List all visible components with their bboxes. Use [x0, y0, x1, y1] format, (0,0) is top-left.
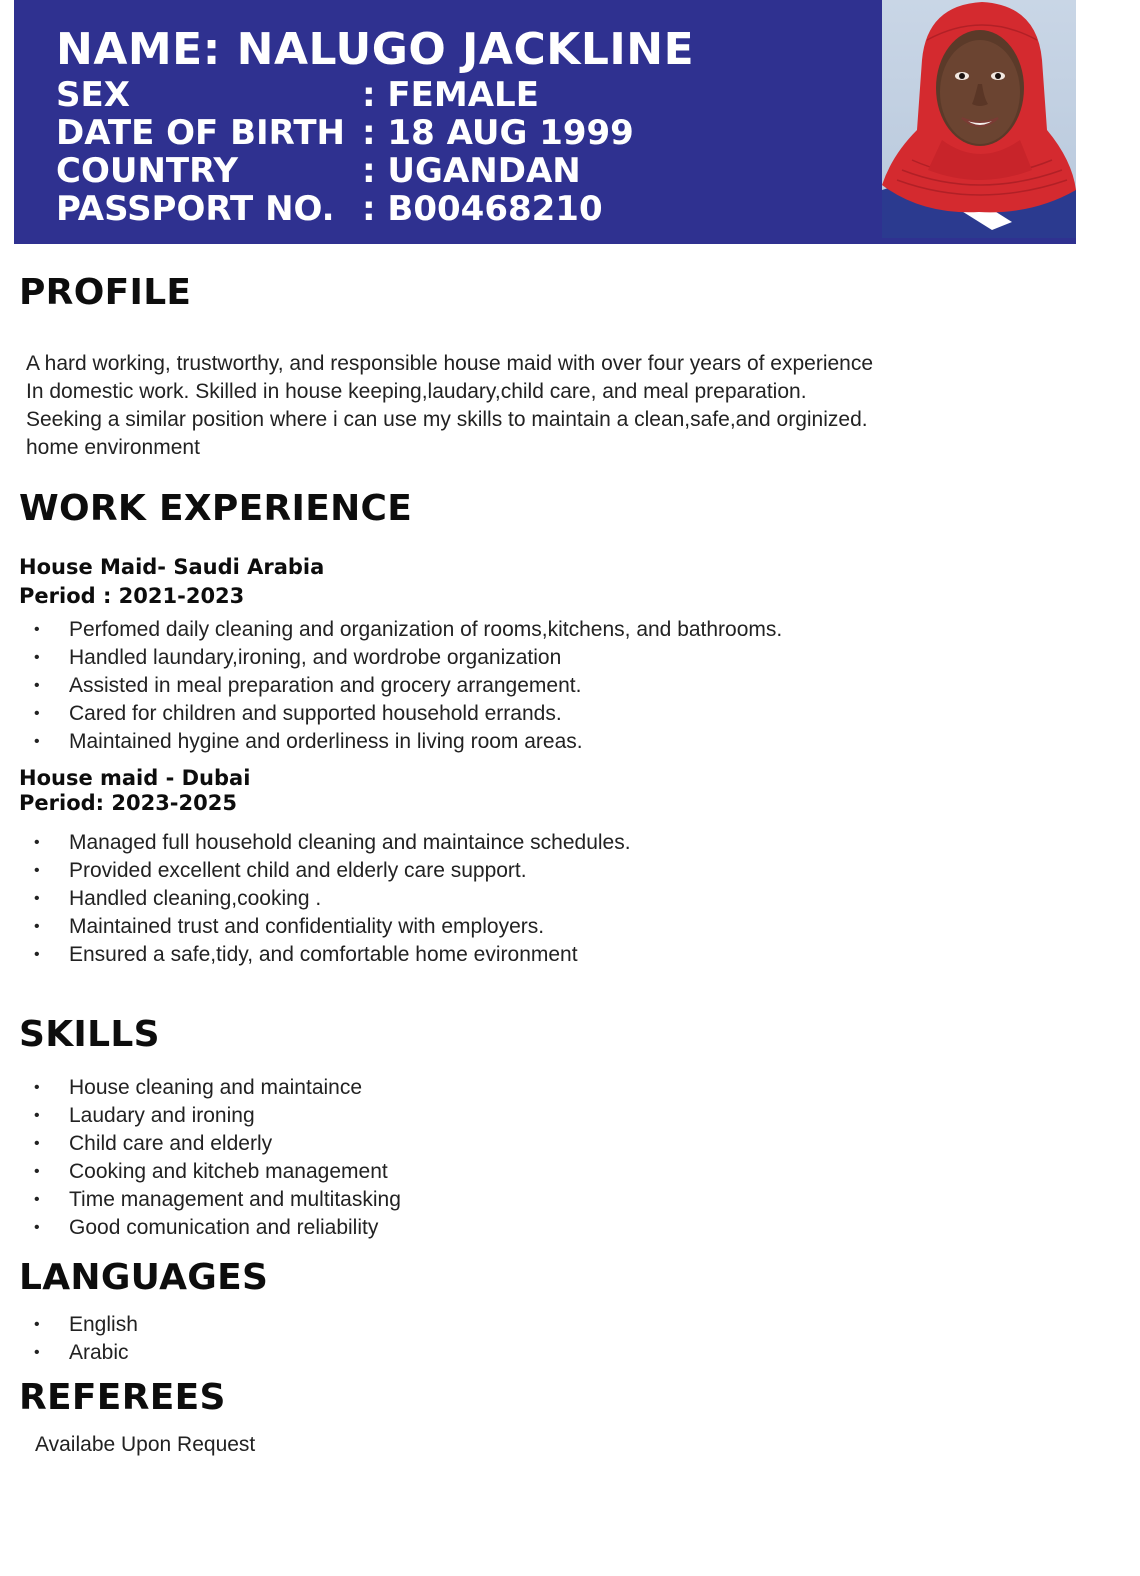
profile-line: home environment [26, 436, 200, 459]
job-period: Period : 2021-2023 [19, 584, 245, 608]
profile-line: A hard working, trustworthy, and responsible house maid with over four years of experience [26, 352, 874, 375]
list-item: • Arabic [0, 1339, 138, 1367]
detail-label: COUNTRY [56, 151, 239, 191]
list-item: • Provided excellent child and elderly care support. [0, 857, 631, 885]
job-duties-list [0, 616, 782, 756]
detail-row-dob [56, 114, 694, 152]
personal-details [56, 24, 694, 228]
job-title: House Maid- Saudi Arabia [19, 555, 325, 579]
header-banner [14, 0, 1076, 244]
list-item: • Assisted in meal preparation and grocery arrangement. [0, 672, 782, 700]
detail-label: SEX [56, 75, 130, 115]
detail-row-country [56, 152, 694, 190]
profile-line: In domestic work. Skilled in house keeping,laudary,child care, and meal preparation. [26, 380, 807, 403]
list-item: • Laudary and ironing [0, 1102, 401, 1130]
list-item: • Maintained trust and confidentiality with employers. [0, 913, 631, 941]
list-item: • Cooking and kitcheb management [0, 1158, 401, 1186]
languages-list [0, 1311, 138, 1367]
job-period: Period: 2023-2025 [19, 791, 237, 815]
profile-paragraph [26, 350, 946, 462]
detail-label: PASSPORT NO. [56, 189, 335, 229]
referees-heading: REFEREES [19, 1377, 226, 1418]
list-item: • Maintained hygine and orderliness in living room areas. [0, 728, 782, 756]
list-item: • Managed full household cleaning and maintaince schedules. [0, 829, 631, 857]
list-item: • Good comunication and reliability [0, 1214, 401, 1242]
detail-row-sex [56, 76, 694, 114]
list-item: • Cared for children and supported household errands. [0, 700, 782, 728]
referees-text: Availabe Upon Request [35, 1433, 256, 1456]
list-item: • Ensured a safe,tidy, and comfortable home evironment [0, 941, 631, 969]
list-item: • English [0, 1311, 138, 1339]
list-item: • Child care and elderly [0, 1130, 401, 1158]
detail-row-passport [56, 190, 694, 228]
job-title: House maid - Dubai [19, 766, 251, 790]
list-item: • Perfomed daily cleaning and organization of rooms,kitchens, and bathrooms. [0, 616, 782, 644]
detail-value: : B00468210 [362, 189, 603, 229]
profile-heading: PROFILE [19, 272, 192, 313]
job-duties-list [0, 829, 631, 969]
skills-list [0, 1074, 401, 1242]
list-item: • Handled laundary,ironing, and wordrobe organization [0, 644, 782, 672]
list-item: • House cleaning and maintaince [0, 1074, 401, 1102]
skills-heading: SKILLS [19, 1014, 160, 1055]
detail-value: : UGANDAN [362, 151, 581, 191]
detail-value: : 18 AUG 1999 [362, 113, 634, 153]
portrait-illustration [882, 0, 1076, 238]
languages-heading: LANGUAGES [19, 1257, 269, 1298]
detail-value: : FEMALE [362, 75, 539, 115]
list-item: • Time management and multitasking [0, 1186, 401, 1214]
list-item: • Handled cleaning,cooking . [0, 885, 631, 913]
portrait-photo [882, 0, 1076, 238]
work-experience-heading: WORK EXPERIENCE [19, 488, 413, 529]
profile-line: Seeking a similar position where i can use my skills to maintain a clean,safe,and orginized. [26, 408, 868, 431]
name-line: NAME: NALUGO JACKLINE [56, 24, 695, 75]
detail-label: DATE OF BIRTH [56, 113, 345, 153]
